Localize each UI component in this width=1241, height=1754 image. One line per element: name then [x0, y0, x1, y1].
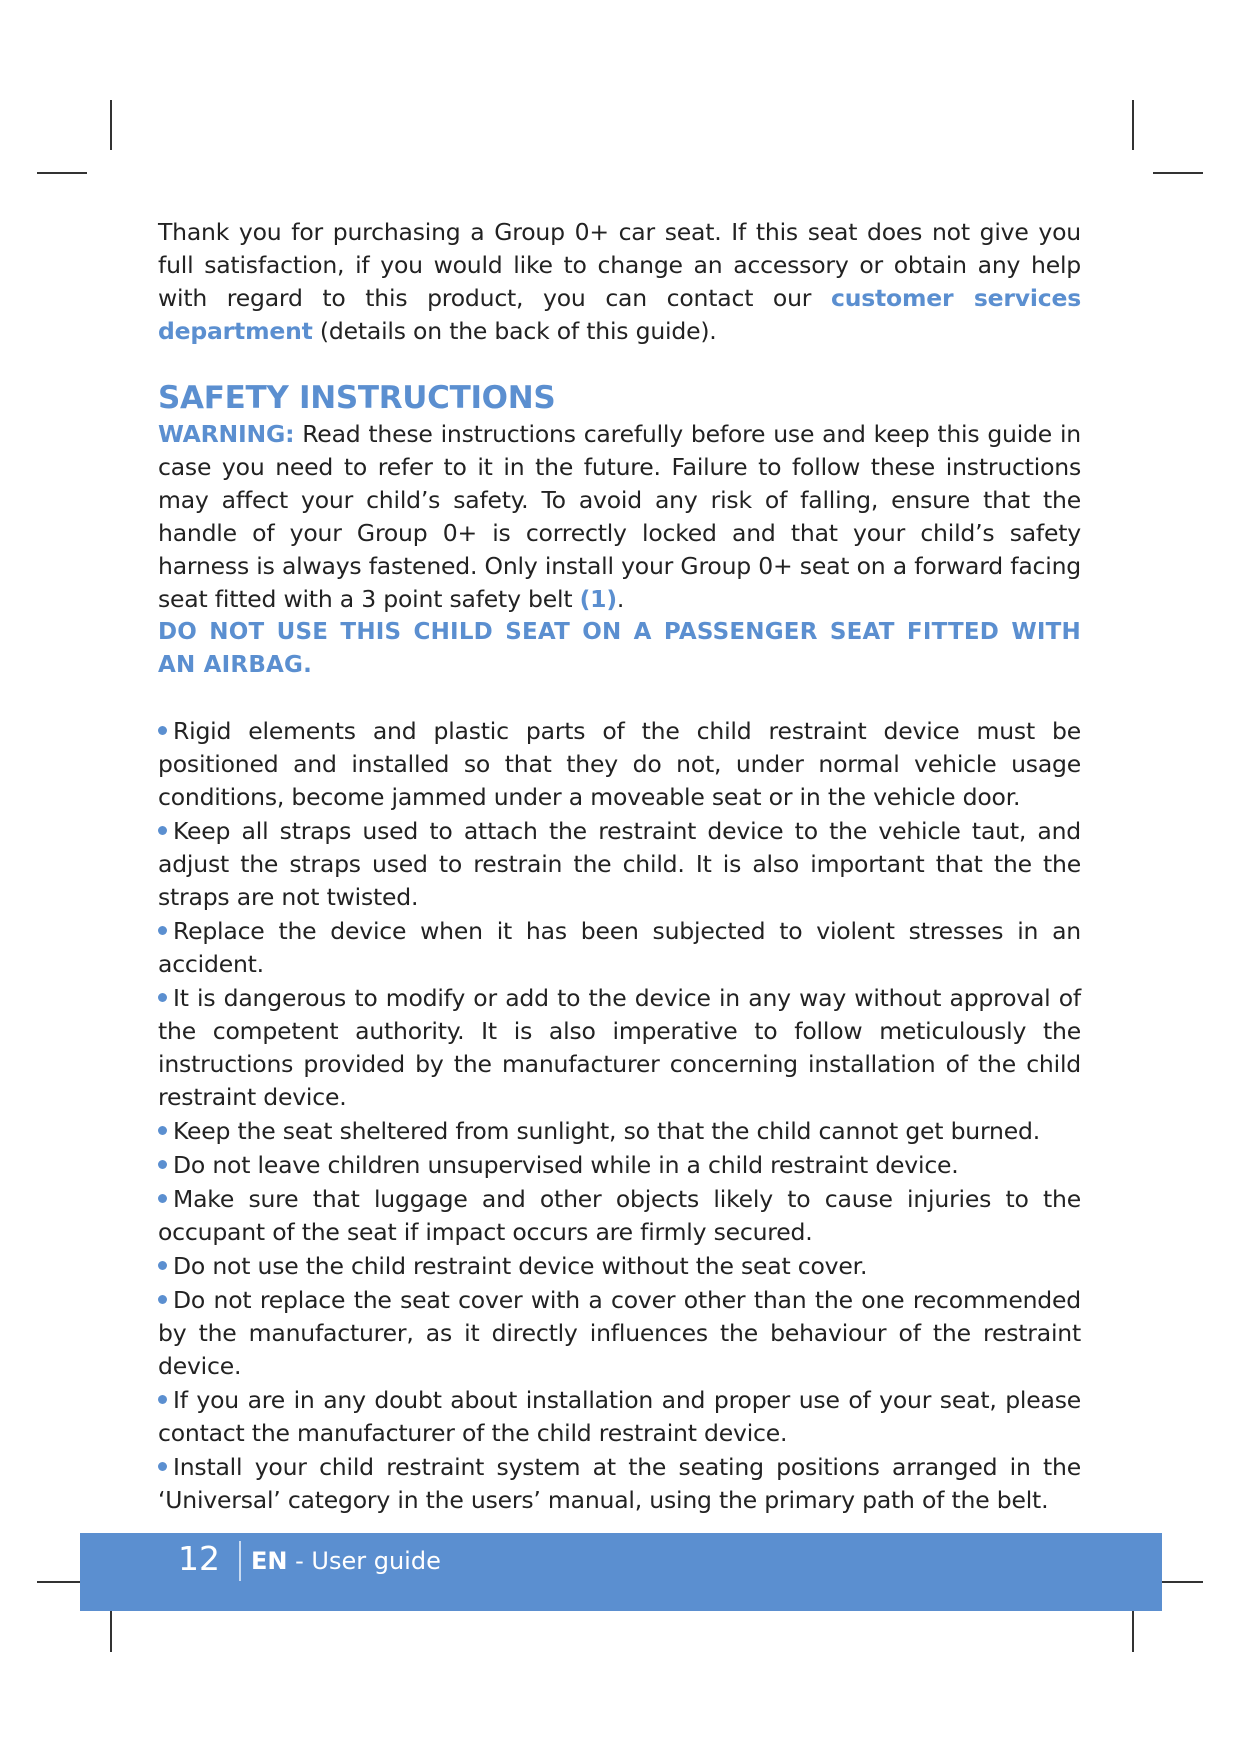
section-title: SAFETY INSTRUCTIONS	[158, 380, 556, 416]
language-code: EN	[251, 1547, 288, 1575]
bullet-icon	[158, 1295, 167, 1304]
bullet-icon	[158, 926, 167, 935]
list-item: If you are in any doubt about installation and proper use of your seat, please contact the manufacturer of the child restraint device.	[158, 1386, 1081, 1447]
crop-mark-top-left-horizontal	[37, 172, 87, 174]
list-item: Make sure that luggage and other objects likely to cause injuries to the occupant of the seat if impact occurs are firmly secured.	[158, 1185, 1081, 1246]
page-content	[158, 216, 1081, 1518]
customer-services-link[interactable]: customer services department	[158, 284, 1081, 345]
list-item: Do not leave children unsupervised while in a child restraint device.	[158, 1149, 1081, 1182]
footer-label	[251, 1545, 441, 1577]
bullet-icon	[158, 826, 167, 835]
bullet-icon	[158, 1126, 167, 1135]
safety-bullet-list	[158, 715, 1081, 1517]
list-item: Keep all straps used to attach the restraint device to the vehicle taut, and adjust the straps used to restrain the child. It is also important that the the straps are not twisted.	[158, 817, 1081, 911]
crop-mark-top-right-horizontal	[1153, 172, 1203, 174]
bullet-icon	[158, 726, 167, 735]
list-item: It is dangerous to modify or add to the device in any way without approval of the competent authority. It is also imperative to follow meticulously the instructions provided by the manufacturer concerning installation of the child restraint device.	[158, 984, 1081, 1111]
list-item: Install your child restraint system at the seating positions arranged in the ‘Universal’ category in the users’ manual, using the primary path of the belt.	[158, 1453, 1081, 1514]
airbag-notice: DO NOT USE THIS CHILD SEAT ON A PASSENGER SEAT FITTED WITH AN AIRBAG.	[158, 619, 1081, 678]
bullet-icon	[158, 1462, 167, 1471]
crop-mark-top-left-vertical	[110, 100, 112, 150]
list-item: Keep the seat sheltered from sunlight, so that the child cannot get burned.	[158, 1115, 1081, 1148]
bullet-icon	[158, 993, 167, 1002]
intro-paragraph: Thank you for purchasing a Group 0+ car seat. If this seat does not give you full satisfaction, if you would like to change an accessory or obtain any help with regard to this product, you can contact our customer services department (details on the back of this guide).	[158, 218, 1081, 345]
bullet-icon	[158, 1261, 167, 1270]
bullet-icon	[158, 1160, 167, 1169]
bullet-icon	[158, 1395, 167, 1404]
list-item: Do not replace the seat cover with a cover other than the one recommended by the manufacturer, as it directly influences the behaviour of the restraint device.	[158, 1286, 1081, 1380]
crop-mark-top-right-vertical	[1132, 100, 1134, 150]
guide-label: - User guide	[287, 1547, 441, 1575]
list-item: Do not use the child restraint device without the seat cover.	[158, 1250, 1081, 1283]
figure-reference: (1)	[579, 585, 617, 613]
list-item: Rigid elements and plastic parts of the child restraint device must be positioned and installed so that they do not, under normal vehicle usage conditions, become jammed under a moveable seat or in the vehicle door.	[158, 717, 1081, 811]
footer-divider	[239, 1541, 241, 1581]
warning-paragraph: WARNING: Read these instructions carefully before use and keep this guide in case you need to refer to it in the future. Failure to follow these instructions may affect your child’s safety. To avoid any risk of falling, ensure that the handle of your Group 0+ is correctly locked and that your child’s safety harness is always fastened. Only install your Group 0+ seat on a forward facing seat fitted with a 3 point safety belt (1).	[158, 420, 1081, 613]
page-footer	[80, 1533, 1162, 1611]
bullet-icon	[158, 1194, 167, 1203]
page-number: 12	[178, 1539, 220, 1578]
list-item: Replace the device when it has been subjected to violent stresses in an accident.	[158, 917, 1081, 978]
warning-label: WARNING:	[158, 420, 295, 448]
